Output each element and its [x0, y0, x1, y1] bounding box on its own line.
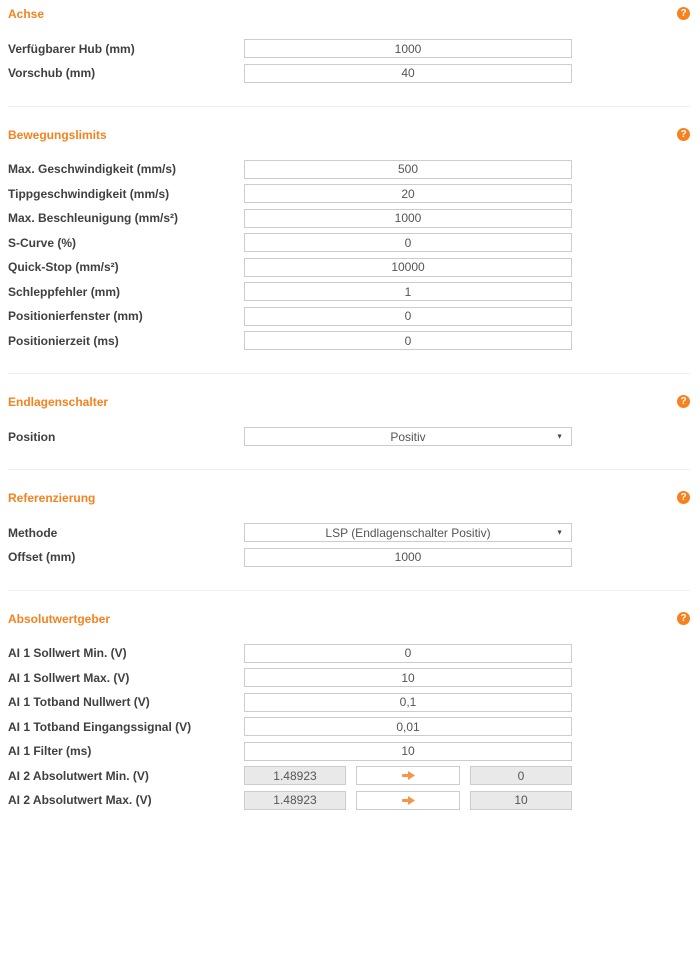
form-row — [8, 233, 690, 252]
field-input[interactable] — [244, 693, 572, 712]
field-label: AI 2 Absolutwert Max. (V) — [8, 793, 152, 807]
form-row — [8, 742, 690, 761]
field-input[interactable] — [244, 184, 572, 203]
chevron-down-icon: ▼ — [556, 433, 563, 440]
form-row — [8, 791, 690, 810]
form-row — [8, 766, 690, 785]
field-label: Position — [8, 429, 56, 444]
transfer-group — [244, 766, 572, 785]
field-label: Quick-Stop (mm/s²) — [8, 260, 119, 274]
field-label: AI 1 Totband Eingangssignal (V) — [8, 719, 192, 734]
section-rows — [8, 644, 690, 810]
transfer-arrow-button[interactable] — [356, 791, 460, 810]
target-value-field — [470, 766, 572, 785]
field-label: Methode — [8, 525, 58, 540]
field-label: AI 2 Absolutwert Min. (V) — [8, 768, 149, 783]
form-row — [8, 39, 690, 58]
field-label: Positionierzeit (ms) — [8, 333, 119, 348]
field-label: Schleppfehler (mm) — [8, 284, 121, 299]
field-label: S-Curve (%) — [8, 235, 77, 250]
form-row — [8, 331, 690, 350]
field-label: Tippgeschwindigkeit (mm/s) — [8, 186, 170, 201]
select-selected-value: Positiv — [390, 429, 426, 444]
field-label: AI 1 Filter (ms) — [8, 744, 92, 758]
section-header — [8, 0, 690, 21]
form-row — [8, 307, 690, 326]
section-rows — [8, 523, 690, 567]
section-title: Absolutwertgeber — [8, 611, 111, 626]
field-label: Positionierfenster (mm) — [8, 309, 143, 323]
field-input[interactable] — [244, 307, 572, 326]
form-row — [8, 160, 690, 179]
field-label: Verfügbarer Hub (mm) — [8, 41, 135, 56]
field-input[interactable] — [244, 64, 572, 83]
form-row — [8, 427, 690, 446]
form-row — [8, 282, 690, 301]
field-select[interactable] — [244, 427, 572, 446]
field-input[interactable] — [244, 233, 572, 252]
help-icon[interactable]: ? — [677, 128, 690, 141]
field-select[interactable] — [244, 523, 572, 542]
form-row — [8, 209, 690, 228]
section-rows — [8, 160, 690, 351]
field-input[interactable] — [244, 282, 572, 301]
form-row — [8, 184, 690, 203]
help-icon[interactable]: ? — [677, 7, 690, 20]
section-divider — [8, 373, 690, 374]
field-label: Max. Beschleunigung (mm/s²) — [8, 211, 179, 225]
form-section — [8, 395, 690, 446]
field-input[interactable] — [244, 717, 572, 736]
field-label: AI 1 Sollwert Max. (V) — [8, 670, 130, 685]
transfer-group — [244, 791, 572, 810]
section-header — [8, 395, 690, 409]
section-divider — [8, 469, 690, 470]
section-header — [8, 612, 690, 626]
field-label: AI 1 Totband Nullwert (V) — [8, 695, 150, 709]
field-label: AI 1 Sollwert Min. (V) — [8, 646, 127, 660]
help-icon[interactable]: ? — [677, 612, 690, 625]
form-row — [8, 258, 690, 277]
help-icon[interactable]: ? — [677, 491, 690, 504]
target-value-field — [470, 791, 572, 810]
section-divider — [8, 106, 690, 107]
form-row — [8, 693, 690, 712]
current-value-field — [244, 766, 346, 785]
field-input[interactable] — [244, 160, 572, 179]
field-input[interactable] — [244, 668, 572, 687]
section-header — [8, 491, 690, 505]
form-row — [8, 644, 690, 663]
section-title: Achse — [8, 7, 45, 21]
form-row — [8, 717, 690, 736]
field-input[interactable] — [244, 39, 572, 58]
form-section — [8, 612, 690, 810]
form-section — [8, 0, 690, 83]
field-input[interactable] — [244, 331, 572, 350]
section-header — [8, 128, 690, 142]
field-label: Max. Geschwindigkeit (mm/s) — [8, 162, 177, 176]
form-section — [8, 128, 690, 351]
current-value-field — [244, 791, 346, 810]
field-input[interactable] — [244, 644, 572, 663]
section-title: Endlagenschalter — [8, 395, 109, 409]
section-rows — [8, 39, 690, 83]
field-input[interactable] — [244, 742, 572, 761]
help-icon[interactable]: ? — [677, 395, 690, 408]
form-row — [8, 64, 690, 83]
form-row — [8, 523, 690, 542]
chevron-down-icon: ▼ — [556, 529, 563, 536]
section-title: Bewegungslimits — [8, 127, 107, 142]
form-row — [8, 668, 690, 687]
transfer-arrow-button[interactable] — [356, 766, 460, 785]
arrow-right-icon — [401, 796, 416, 805]
section-title: Referenzierung — [8, 491, 96, 505]
section-divider — [8, 590, 690, 591]
form-row — [8, 548, 690, 567]
section-rows — [8, 427, 690, 446]
field-input[interactable] — [244, 548, 572, 567]
form-section — [8, 491, 690, 567]
field-label: Offset (mm) — [8, 550, 76, 564]
field-input[interactable] — [244, 258, 572, 277]
field-input[interactable] — [244, 209, 572, 228]
select-selected-value: LSP (Endlagenschalter Positiv) — [325, 525, 491, 540]
arrow-right-icon — [401, 771, 416, 780]
field-label: Vorschub (mm) — [8, 66, 96, 80]
